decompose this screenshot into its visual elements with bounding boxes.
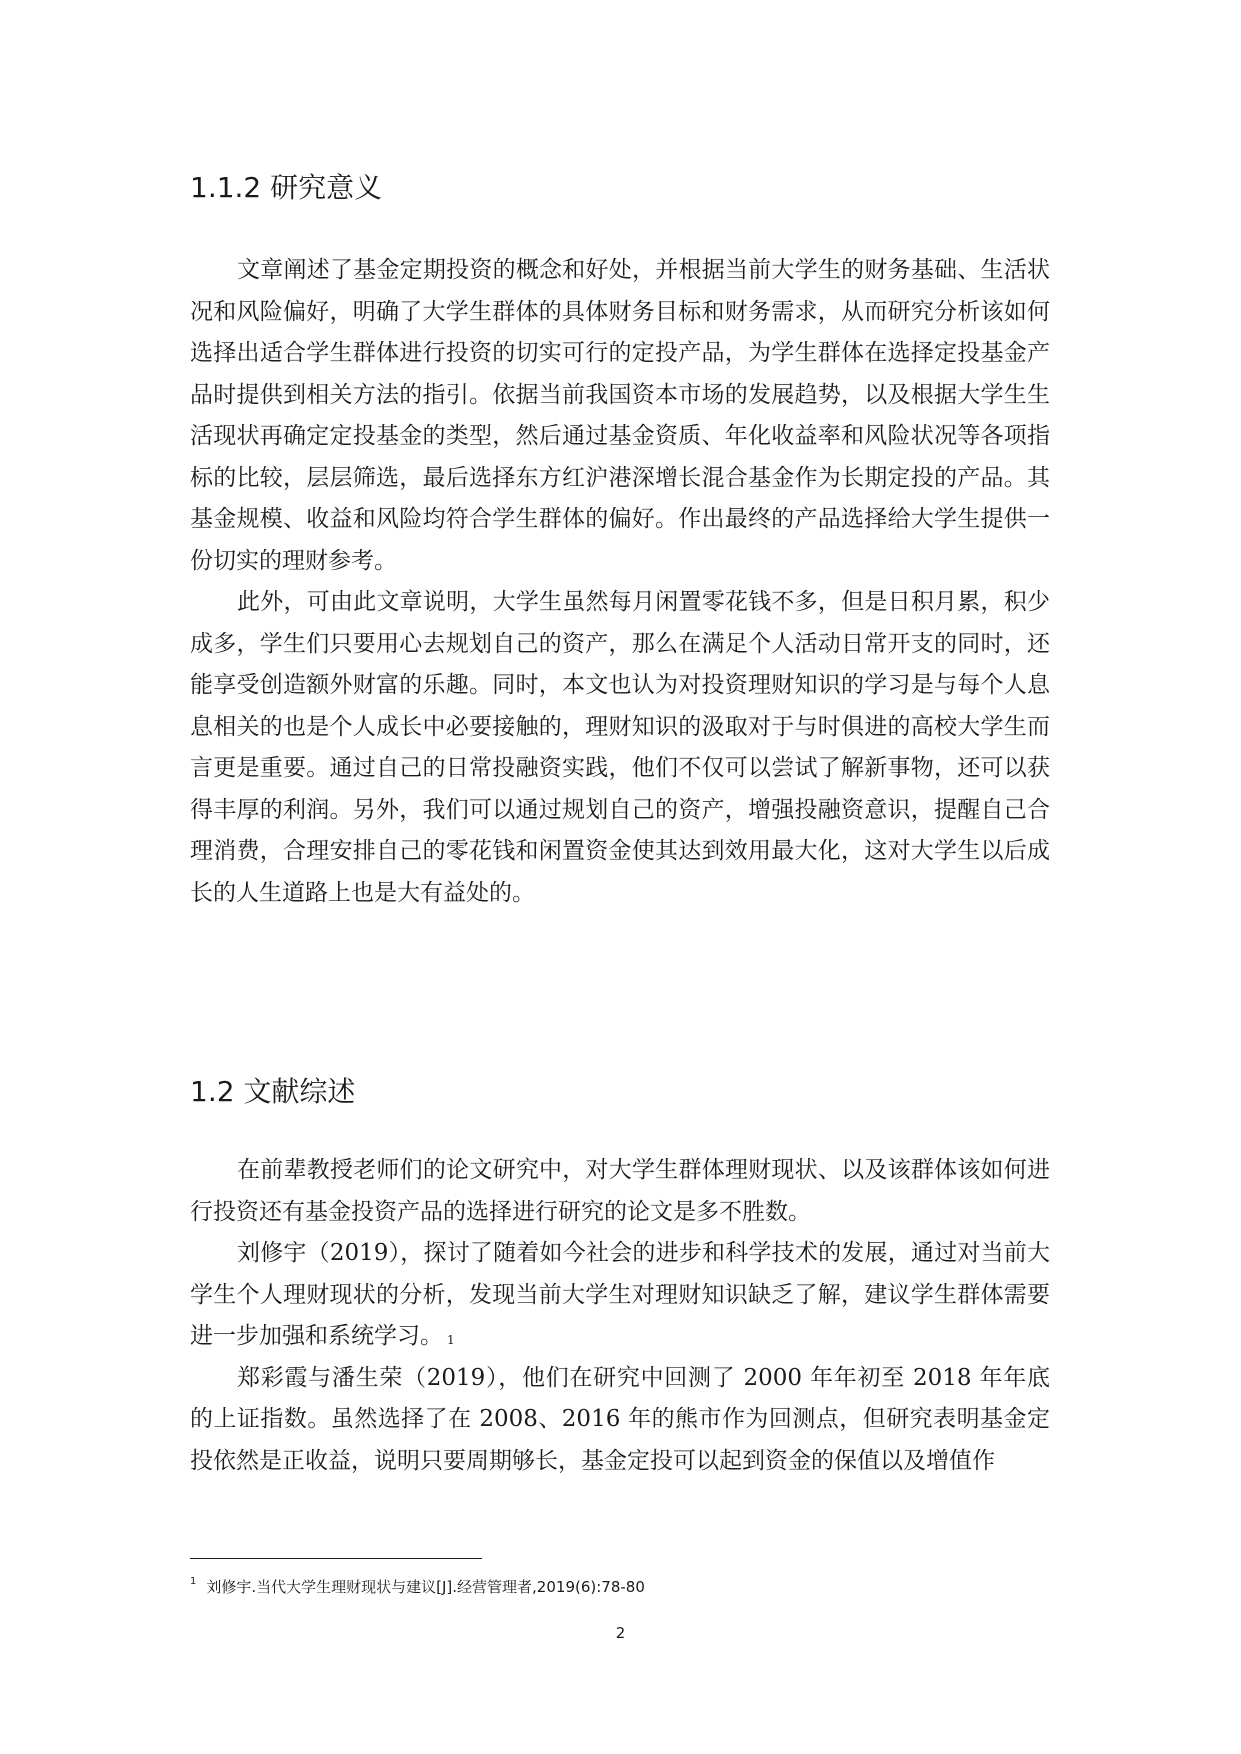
footnote [190, 1576, 645, 1597]
page-number: 2 [615, 1624, 626, 1642]
section-body-research-significance [190, 250, 1050, 914]
section-body-literature-review [190, 1150, 1050, 1482]
footnote-separator [190, 1558, 482, 1559]
footnote-text: 刘修宇.当代大学生理财现状与建议[J].经营管理者,2019(6):78-80 [206, 1578, 645, 1596]
footnote-mark: 1 [190, 1576, 197, 1587]
paragraph: 文章阐述了基金定期投资的概念和好处，并根据当前大学生的财务基础、生活状况和风险偏好，明确了大学生群体的具体财务目标和财务需求，从而研究分析该如何选择出适合学生群体进行投资的切实可行的定投产品，为学生群体在选择定投基金产品时提供到相关方法的指引。依据当前我国资本市场的发展趋势，以及根据大学生生活现状再确定定投基金的类型，然后通过基金资质、年化收益率和风险状况等各项指标的比较，层层筛选，最后选择东方红沪港深增长混合基金作为长期定投的产品。其基金规模、收益和风险均符合学生群体的偏好。作出最终的产品选择给大学生提供一份切实的理财参考。 [190, 257, 1050, 574]
section-heading-literature-review: 1.2 文献综述 [190, 1075, 356, 1108]
paragraph-with-footnote [190, 1233, 1050, 1358]
section-heading-research-significance: 1.1.2 研究意义 [190, 171, 383, 204]
paragraph: 郑彩霞与潘生荣（2019），他们在研究中回测了 2000 年年初至 2018 年年底的上证指数。虽然选择了在 2008、2016 年的熊市作为回测点，但研究表明基金定投依然是正收益，说明只要周期够长，基金定投可以起到资金的保值以及增值作 [190, 1364, 1050, 1474]
footnote-reference[interactable]: 1 [447, 1333, 455, 1347]
paragraph-text: 刘修宇（2019），探讨了随着如今社会的进步和科学技术的发展，通过对当前大学生个人理财现状的分析，发现当前大学生对理财知识缺乏了解，建议学生群体需要进一步加强和系统学习。 [190, 1240, 1050, 1349]
paragraph: 此外，可由此文章说明，大学生虽然每月闲置零花钱不多，但是日积月累，积少成多，学生们只要用心去规划自己的资产，那么在满足个人活动日常开支的同时，还能享受创造额外财富的乐趣。同时，本文也认为对投资理财知识的学习是与每个人息息相关的也是个人成长中必要接触的，理财知识的汲取对于与时俱进的高校大学生而言更是重要。通过自己的日常投融资实践，他们不仅可以尝试了解新事物，还可以获得丰厚的利润。另外，我们可以通过规划自己的资产，增强投融资意识，提醒自己合理消费，合理安排自己的零花钱和闲置资金使其达到效用最大化，这对大学生以后成长的人生道路上也是大有益处的。 [190, 589, 1050, 906]
paragraph: 在前辈教授老师们的论文研究中，对大学生群体理财现状、以及该群体该如何进行投资还有基金投资产品的选择进行研究的论文是多不胜数。 [190, 1157, 1050, 1225]
